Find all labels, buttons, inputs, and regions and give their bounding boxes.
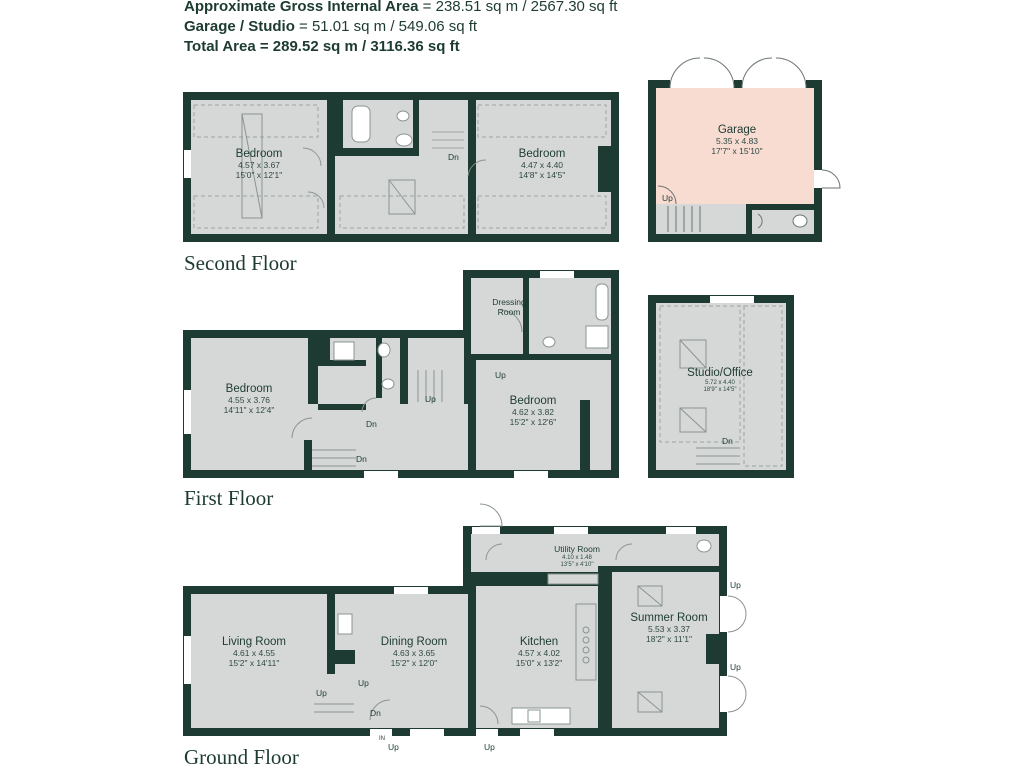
studio-office: Studio/Office 5.72 x 4.40 18'9" x 14'5" <box>687 367 753 394</box>
dining-room: Dining Room 4.63 x 3.65 15'2" x 12'0" <box>380 636 448 668</box>
ground-floor-label: Ground Floor <box>184 745 299 769</box>
ff-bedroom-right: Bedroom 4.62 x 3.82 15'2" x 12'6" <box>509 395 557 427</box>
ff-stair-up: Up <box>425 394 436 404</box>
gf-summer-up-2: Up <box>730 662 741 672</box>
first-floor-plan <box>183 270 619 478</box>
gross-area-line <box>184 0 617 15</box>
summer-room: Summer Room 5.53 x 3.37 18'2" x 11'1" <box>630 612 708 644</box>
garage-studio-label: Garage / Studio <box>184 18 295 35</box>
gf-stair-up-1: Up <box>358 678 369 688</box>
gross-area-value: = 238.51 sq m / 2567.30 sq ft <box>418 0 618 15</box>
gf-summer-up-1: Up <box>730 580 741 590</box>
second-floor-label: Second Floor <box>184 251 297 275</box>
studio-stair-dn: Dn <box>722 436 733 446</box>
living-room: Living Room 4.61 x 4.55 15'2" x 14'11" <box>222 636 286 668</box>
gf-kitchen-up: Up <box>484 742 495 752</box>
garage-label: Garage 5.35 x 4.83 17'7" x 15'10" <box>711 124 763 156</box>
sf-bedroom-left: Bedroom 4.57 x 3.67 15'0" x 12'1" <box>235 148 283 180</box>
garage-stair-up: Up <box>662 193 673 203</box>
summer-room-area <box>612 572 719 728</box>
ff-stair-dn-2: Dn <box>356 454 367 464</box>
sf-bedroom-right: Bedroom 4.47 x 4.40 14'8" x 14'5" <box>518 148 566 180</box>
garage-studio-value: = 51.01 sq m / 549.06 sq ft <box>294 18 478 35</box>
total-area-line <box>184 38 460 55</box>
ff-dressing-up: Up <box>495 370 506 380</box>
ff-stair-dn-1: Dn <box>366 419 377 429</box>
utility-room: Utility Room 4.10 x 1.48 13'5" x 4'10" <box>554 544 600 568</box>
sf-stair-dn: Dn <box>448 152 459 162</box>
kitchen: Kitchen 4.57 x 4.02 15'0" x 13'2" <box>515 636 563 668</box>
garage-studio-area-line <box>184 18 477 35</box>
dressing-room: Dressing Room <box>492 297 526 317</box>
ff-bedroom-left: Bedroom 4.55 x 3.76 14'11" x 12'4" <box>223 383 275 415</box>
gf-stair-up-2: Up <box>316 688 327 698</box>
gross-area-label: Approximate Gross Internal Area <box>184 0 419 15</box>
first-floor-label: First Floor <box>184 486 274 510</box>
total-area-label: Total Area = 289.52 sq m / 3116.36 sq ft <box>184 38 460 55</box>
gf-stair-dn: Dn <box>370 708 381 718</box>
gf-entrance-up: Up <box>388 742 399 752</box>
gf-entrance-in: IN <box>379 736 385 742</box>
